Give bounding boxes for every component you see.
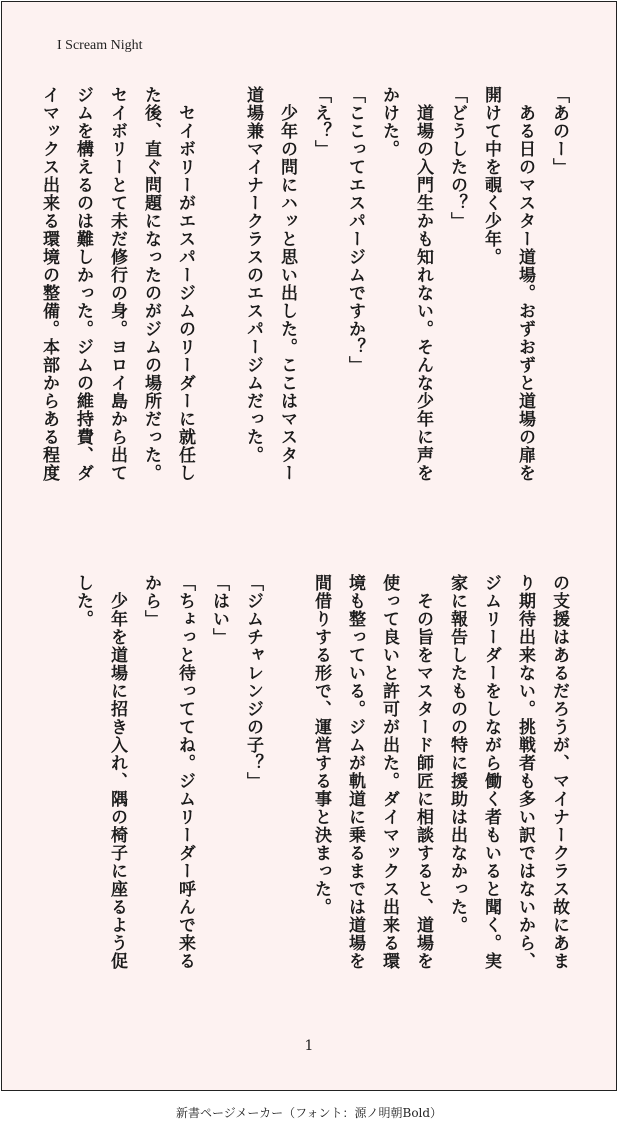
text-line: 間借りする形で、運営する事と決まった。 bbox=[311, 574, 331, 916]
text-line: 少年を道場に招き入れ、隅の椅子に座るよう促 bbox=[107, 574, 127, 970]
text-line: の支援はあるだろうが、マイナークラス故にあま bbox=[549, 574, 569, 970]
text-line: ジムリーダーをしながら働く者もいると聞く。実 bbox=[481, 574, 501, 970]
text-line: ある日のマスター道場。おずおずと道場の扉を bbox=[515, 86, 535, 482]
footer-credit: 新書ページメーカー（フォント：源ノ明朝Bold） bbox=[175, 1106, 443, 1120]
text-block-top bbox=[32, 86, 576, 526]
text-line: イマックス出来る環境の整備。本部からある程度 bbox=[39, 86, 59, 482]
text-line: 「ジムチャレンジの子？」 bbox=[243, 574, 263, 790]
text-line: 「あのー」 bbox=[549, 86, 569, 176]
blank-line bbox=[202, 86, 236, 526]
text-line: 少年の問にハッと思い出した。ここはマスター bbox=[277, 86, 297, 482]
text-line: 家に報告したものの特に援助は出なかった。 bbox=[447, 574, 467, 934]
text-line: した。 bbox=[73, 574, 93, 628]
book-page bbox=[1, 1, 617, 1091]
page-title: I Scream Night bbox=[57, 38, 143, 53]
text-block-bottom bbox=[66, 574, 576, 1014]
blank-line bbox=[270, 574, 304, 1014]
text-line: セイボリーがエスパージムのリーダーに就任し bbox=[175, 86, 195, 482]
text-line: かけた。 bbox=[379, 86, 399, 158]
text-line: 「どうしたの？」 bbox=[447, 86, 467, 230]
text-line: 使って良いと許可が出た。ダイマックス出来る環 bbox=[379, 574, 399, 970]
text-line: その旨をマスタード師匠に相談すると、道場を bbox=[413, 574, 433, 970]
text-line: り期待出来ない。挑戦者も多い訳ではないから、 bbox=[515, 574, 535, 970]
text-line: 開けて中を覗く少年。 bbox=[481, 86, 501, 266]
text-line: た後、直ぐ問題になったのがジムの場所だった。 bbox=[141, 86, 161, 482]
text-line: ジムを構えるのは難しかった。ジムの維持費、ダ bbox=[73, 86, 93, 482]
text-line: 「ここってエスパージムですか？」 bbox=[345, 86, 365, 374]
text-line: から」 bbox=[141, 574, 161, 628]
text-line: セイボリーとて未だ修行の身。ヨロイ島から出て bbox=[107, 86, 127, 482]
text-line: 境も整っている。ジムが軌道に乗るまでは道場を bbox=[345, 574, 365, 970]
text-line: 道場の入門生かも知れない。そんな少年に声を bbox=[413, 86, 433, 482]
text-line: 道場兼マイナークラスのエスパージムだった。 bbox=[243, 86, 263, 464]
page-number: 1 bbox=[304, 1038, 314, 1054]
text-line: 「ちょっと待っててね。ジムリーダー呼んで来る bbox=[175, 574, 195, 970]
text-line: 「え？」 bbox=[311, 86, 331, 158]
text-line: 「はい」 bbox=[209, 574, 229, 646]
